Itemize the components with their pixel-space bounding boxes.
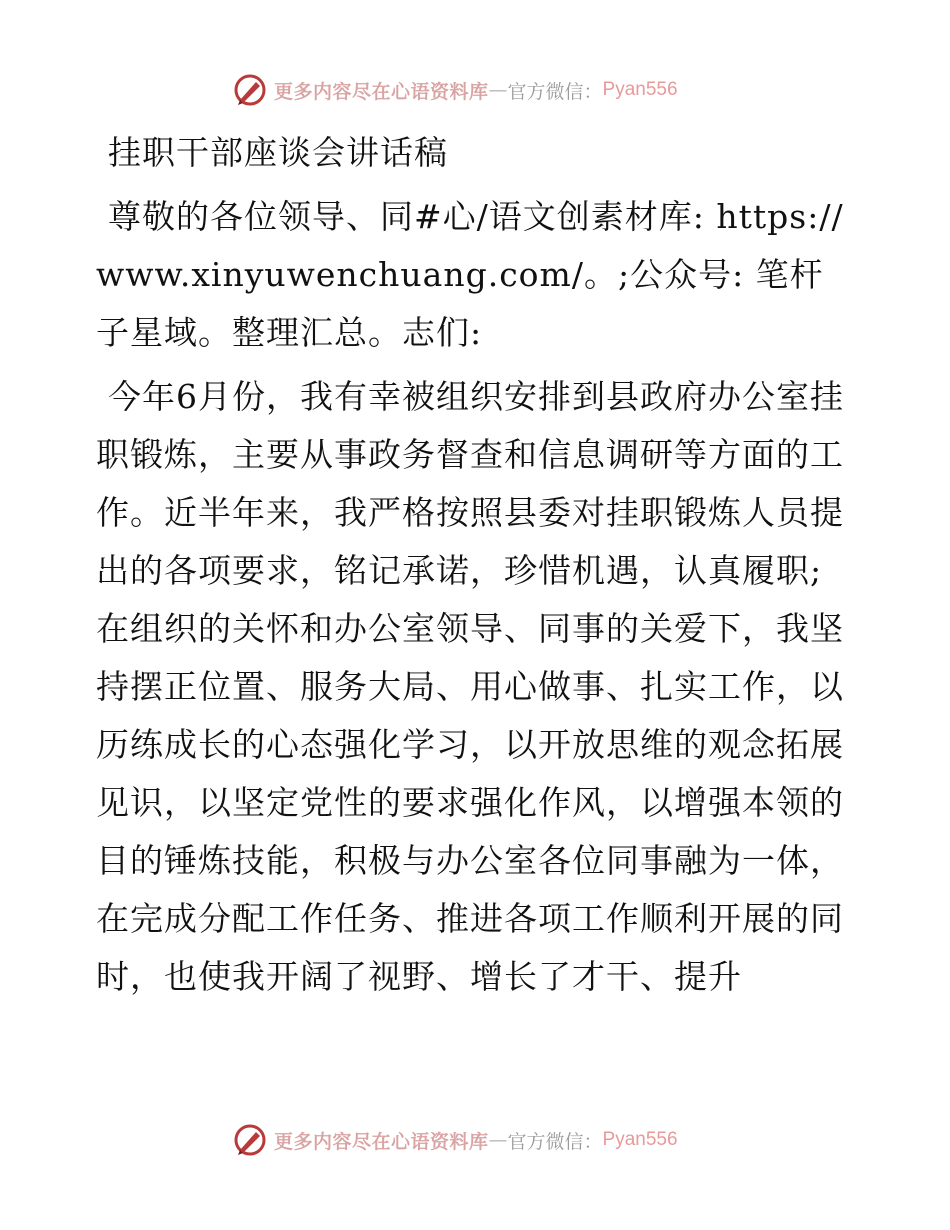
banner-wechat-label: 官方微信： [507,80,603,103]
document-paragraph: 今年6月份，我有幸被组织安排到县政府办公室挂职锻炼，主要从事政务督查和信息调研等方面的工作。近半年来，我严格按照县委对挂职锻炼人员提出的各项要求，铭记承诺，珍惜机遇，认真履职;在组织的关怀和办公室领导、同事的关爱下，我坚持摆正位置、服务大局、用心做事、扎实工作，以历练成长的心态强化学习，以开放思维的观念拓展见识，以坚定党性的要求强化作风，以增强本领的目的锤炼技能，积极与办公室各位同事融为一体，在完成分配工作任务、推进各项工作顺利开展的同时，也使我开阔了视野、增长了才干、提升 [96,377,844,996]
header-watermark-banner [232,70,678,110]
document-title: 挂职干部座谈会讲话稿 [108,133,448,172]
banner-separator: — [488,79,508,101]
banner-wechat-id: Pyan556 [602,1129,678,1150]
pen-logo-icon [232,1122,268,1158]
document-body [96,124,856,1006]
pen-logo-icon [232,72,268,108]
banner-wechat-id: Pyan556 [602,79,678,100]
banner-slogan: 更多内容尽在心语资料库 [274,1130,489,1153]
footer-watermark-banner [232,1120,678,1160]
banner-wechat-label: 官方微信： [507,1130,603,1153]
document-greeting: 尊敬的各位领导、同#心/语文创素材库: https://www.xinyuwenchuang.com/。;公众号: 笔杆子星域。整理汇总。志们: [96,197,844,352]
banner-separator: — [488,1129,508,1151]
banner-slogan: 更多内容尽在心语资料库 [274,80,489,103]
